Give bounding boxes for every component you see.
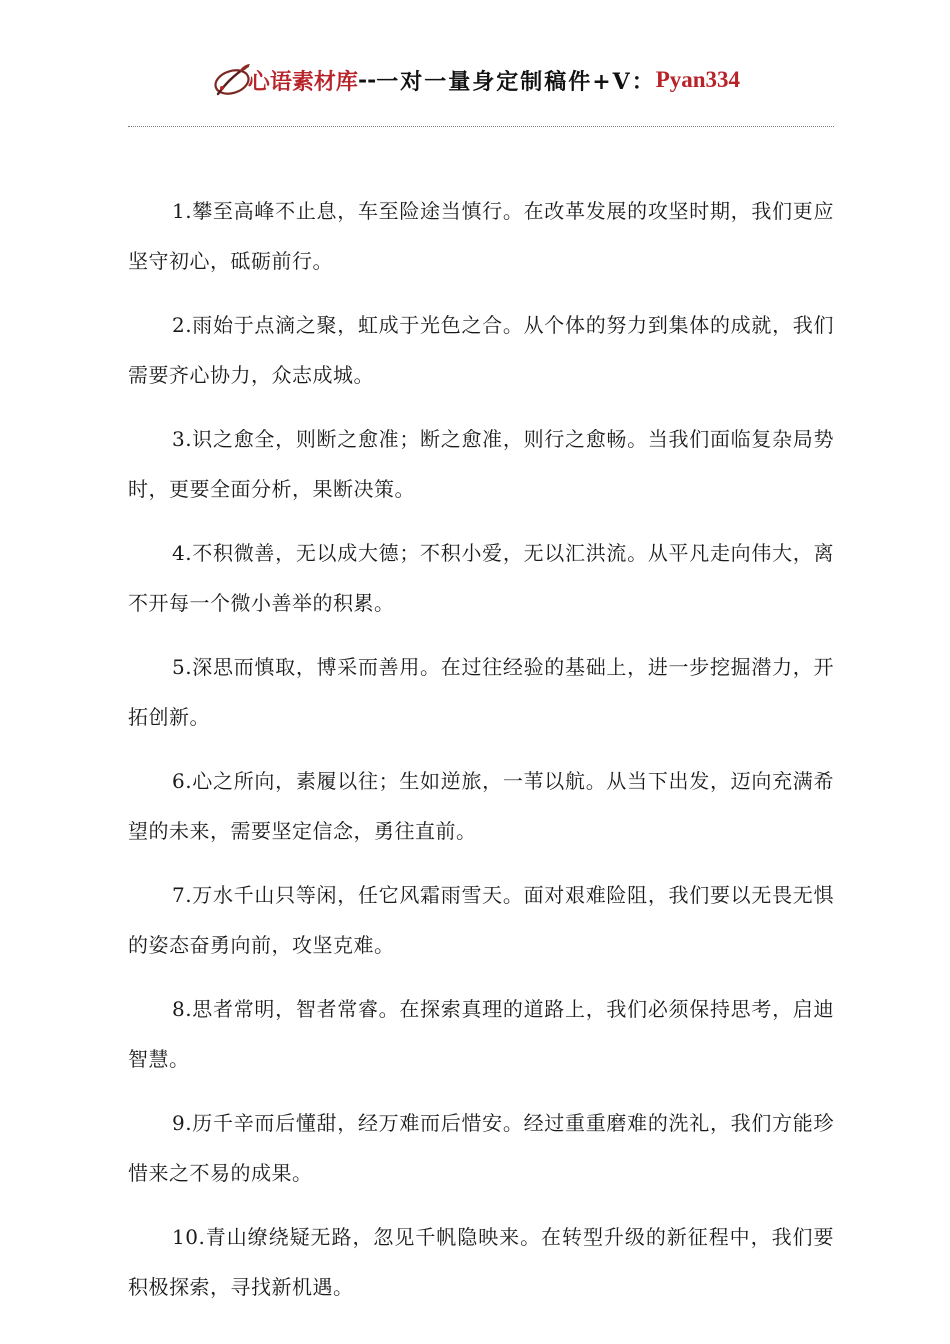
quote-paragraph-3: 3.识之愈全，则断之愈准；断之愈准，则行之愈畅。当我们面临复杂局势时，更要全面分析，果断决策。 <box>128 427 834 501</box>
header-separator: -- <box>357 67 377 93</box>
quill-swirl-logo-icon <box>210 60 254 100</box>
quote-paragraph-6: 6.心之所向，素履以往；生如逆旅，一苇以航。从当下出发，迈向充满希望的未来，需要坚定信念，勇往直前。 <box>128 769 834 843</box>
header-slogan: 一对一量身定制稿件+V： <box>376 68 656 95</box>
contact-id: Pyan334 <box>655 67 741 92</box>
quote-paragraph-7: 7.万水千山只等闲，任它风霜雨雪天。面对艰难险阻，我们要以无畏无惧的姿态奋勇向前，攻坚克难。 <box>128 883 834 957</box>
header-divider <box>128 126 834 127</box>
brand-name: 心语素材库 <box>247 68 358 95</box>
quote-paragraph-10: 10.青山缭绕疑无路，忽见千帆隐映来。在转型升级的新征程中，我们要积极探索，寻找新机遇。 <box>128 1225 834 1299</box>
document-body <box>128 186 834 1326</box>
quote-paragraph-1: 1.攀至高峰不止息，车至险途当慎行。在改革发展的攻坚时期，我们更应坚守初心，砥砺前行。 <box>128 199 834 273</box>
quote-paragraph-5: 5.深思而慎取，博采而善用。在过往经验的基础上，进一步挖掘潜力，开拓创新。 <box>128 655 834 729</box>
quote-paragraph-4: 4.不积微善，无以成大德；不积小爱，无以汇洪流。从平凡走向伟大，离不开每一个微小善举的积累。 <box>128 541 834 615</box>
document-header <box>0 58 950 102</box>
quote-paragraph-9: 9.历千辛而后懂甜，经万难而后惜安。经过重重磨难的洗礼，我们方能珍惜来之不易的成果。 <box>128 1111 834 1185</box>
quote-paragraph-8: 8.思者常明，智者常睿。在探索真理的道路上，我们必须保持思考，启迪智慧。 <box>128 997 834 1071</box>
quote-paragraph-2: 2.雨始于点滴之聚，虹成于光色之合。从个体的努力到集体的成就，我们需要齐心协力，众志成城。 <box>128 313 834 387</box>
